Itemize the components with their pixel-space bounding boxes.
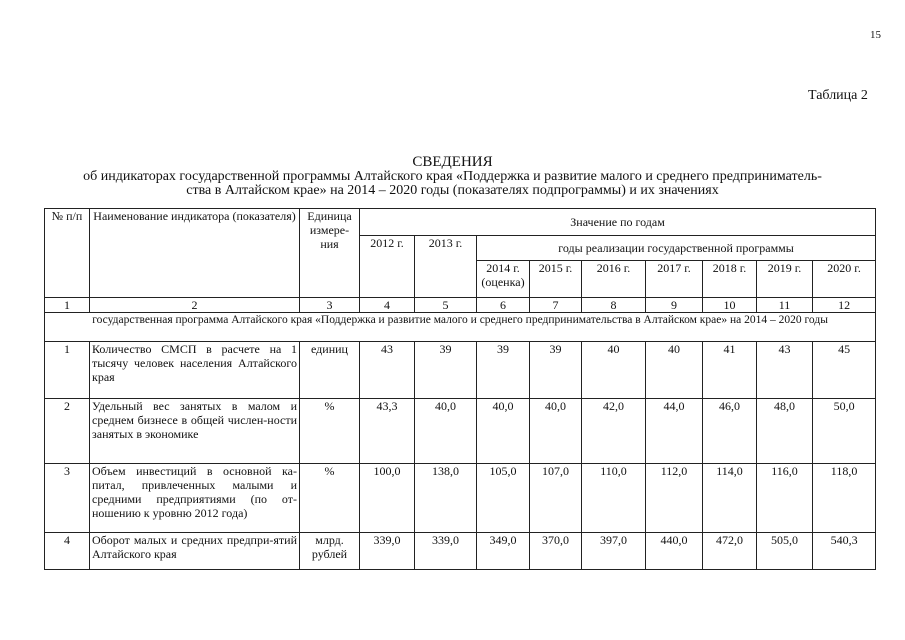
row-value: 40: [582, 342, 646, 399]
row-value: 39: [415, 342, 477, 399]
row-value: 48,0: [757, 399, 813, 464]
document-title: СВЕДЕНИЯ: [412, 154, 493, 170]
header-name: Наименование индикатора (показателя): [90, 209, 300, 298]
header-values: Значение по годам: [360, 209, 876, 236]
row-value: 397,0: [582, 533, 646, 570]
indicators-table: [44, 208, 876, 570]
row-indicator-name: Объем инвестиций в основной ка-питал, привлеченных малыми и средними предприятиями (по от-ношению к уровню 2012 года): [90, 464, 300, 533]
row-num: 2: [45, 399, 90, 464]
row-value: 116,0: [757, 464, 813, 533]
row-value: 43: [360, 342, 415, 399]
row-value: 540,3: [813, 533, 876, 570]
header-year-2018: 2018 г.: [703, 261, 757, 298]
header-year-2016: 2016 г.: [582, 261, 646, 298]
row-value: 349,0: [477, 533, 530, 570]
row-indicator-name: Количество СМСП в расчете на 1 тысячу человек населения Алтайского края: [90, 342, 300, 399]
row-value: 114,0: [703, 464, 757, 533]
document-subtitle-line-1: об индикаторах государственной программы Алтайского края «Поддержка и развитие малого и среднего предприниматель-: [83, 169, 822, 184]
table-row: [45, 342, 876, 399]
table-row: [45, 399, 876, 464]
header-year-2012: 2012 г.: [360, 236, 415, 298]
row-value: 440,0: [646, 533, 703, 570]
row-value: 472,0: [703, 533, 757, 570]
column-index: 12: [813, 298, 876, 313]
row-value: 110,0: [582, 464, 646, 533]
row-value: 45: [813, 342, 876, 399]
program-section-row: государственная программа Алтайского края «Поддержка и развитие малого и среднего предпринимательства в Алтайском крае» на 2014 – 2020 годы: [45, 313, 876, 342]
header-year-2020: 2020 г.: [813, 261, 876, 298]
column-index: 8: [582, 298, 646, 313]
row-value: 39: [530, 342, 582, 399]
row-value: 339,0: [415, 533, 477, 570]
row-value: 50,0: [813, 399, 876, 464]
table-label: Таблица 2: [808, 88, 868, 103]
header-year-2013: 2013 г.: [415, 236, 477, 298]
table-row: [45, 464, 876, 533]
row-value: 40,0: [415, 399, 477, 464]
column-index: 4: [360, 298, 415, 313]
row-value: 505,0: [757, 533, 813, 570]
column-index: 6: [477, 298, 530, 313]
table-row: [45, 533, 876, 570]
row-value: 43,3: [360, 399, 415, 464]
header-year-2015: 2015 г.: [530, 261, 582, 298]
row-value: 40,0: [530, 399, 582, 464]
row-indicator-name: Удельный вес занятых в малом и среднем бизнесе в общей числен-ности занятых в экономике: [90, 399, 300, 464]
row-value: 105,0: [477, 464, 530, 533]
column-index: 5: [415, 298, 477, 313]
column-index: 9: [646, 298, 703, 313]
document-heading: [40, 154, 865, 198]
column-index-row: [45, 298, 876, 313]
row-value: 138,0: [415, 464, 477, 533]
document-subtitle-line-2: ства в Алтайском крае» на 2014 – 2020 годы (показателях подпрограммы) и их значениях: [186, 183, 719, 198]
row-indicator-name: Оборот малых и средних предпри-ятий Алтайского края: [90, 533, 300, 570]
row-value: 339,0: [360, 533, 415, 570]
row-value: 118,0: [813, 464, 876, 533]
row-num: 1: [45, 342, 90, 399]
column-index: 3: [300, 298, 360, 313]
header-num: № п/п: [45, 209, 90, 298]
column-index: 1: [45, 298, 90, 313]
header-year-2017: 2017 г.: [646, 261, 703, 298]
row-value: 370,0: [530, 533, 582, 570]
row-num: 3: [45, 464, 90, 533]
row-value: 112,0: [646, 464, 703, 533]
page-number: 15: [870, 29, 881, 41]
row-value: 40: [646, 342, 703, 399]
row-value: 43: [757, 342, 813, 399]
row-value: 107,0: [530, 464, 582, 533]
column-index: 11: [757, 298, 813, 313]
row-value: 39: [477, 342, 530, 399]
row-num: 4: [45, 533, 90, 570]
header-year-2014: 2014 г. (оценка): [477, 261, 530, 298]
column-index: 10: [703, 298, 757, 313]
row-value: 46,0: [703, 399, 757, 464]
header-unit: Единица измере-ния: [300, 209, 360, 298]
row-value: 41: [703, 342, 757, 399]
header-year-2019: 2019 г.: [757, 261, 813, 298]
row-unit: %: [300, 464, 360, 533]
row-value: 40,0: [477, 399, 530, 464]
row-unit: единиц: [300, 342, 360, 399]
column-index: 7: [530, 298, 582, 313]
row-value: 42,0: [582, 399, 646, 464]
row-unit: млрд. рублей: [300, 533, 360, 570]
header-program-years: годы реализации государственной программы: [477, 236, 876, 261]
column-index: 2: [90, 298, 300, 313]
row-unit: %: [300, 399, 360, 464]
row-value: 44,0: [646, 399, 703, 464]
row-value: 100,0: [360, 464, 415, 533]
